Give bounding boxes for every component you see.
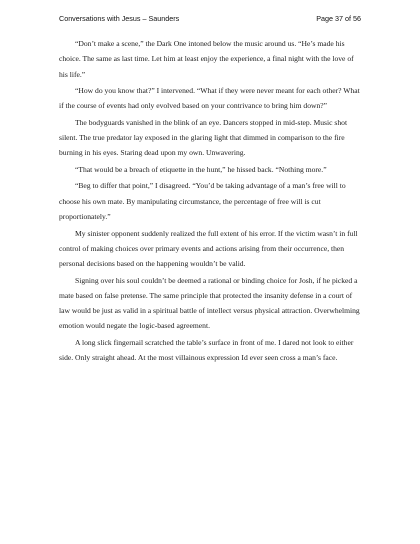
body-text	[59, 36, 361, 367]
paragraph: “Beg to differ that point,” I disagreed. “You’d be taking advantage of a man’s free will to choose his own mate. By manipulating circumstance, the percentage of free will is cut proportionately.”	[59, 181, 346, 222]
paragraph: My sinister opponent suddenly realized the full extent of his error. If the victim wasn’t in full control of making choices over primary events and actions arising from their occurrence, then personal decisions based on the happening wouldn’t be valid.	[59, 228, 358, 269]
paragraph: “Don’t make a scene,” the Dark One intoned below the music around us. “He’s made his choice. The same as last time. Let him at least enjoy the experience, a final night with the love of his life.”	[59, 39, 354, 79]
paragraph: “How do you know that?” I intervened. “What if they were never meant for each other? What if the course of events had only evolved based on your contrivance to bring him down?”	[59, 86, 360, 111]
paragraph: “That would be a breach of etiquette in the hunt,” he hissed back. “Nothing more.”	[75, 164, 327, 174]
paragraph: The bodyguards vanished in the blink of an eye. Dancers stopped in mid-step. Music shot silent. The true predator lay exposed in the glaring light that dimmed in comparison to the fire burning in his eyes. Staring dead upon my own. Unwavering.	[59, 117, 348, 158]
paragraph: A long slick fingernail scratched the table’s surface in front of me. I dared not look to either side. Only straight ahead. At the most villainous expression Id ever seen cross a man’s face.	[59, 337, 354, 363]
header-title: Conversations with Jesus – Saunders	[59, 14, 180, 23]
header-page-number: Page 37 of 56	[316, 14, 361, 23]
page-header	[59, 14, 361, 26]
paragraph: Signing over his soul couldn’t be deemed a rational or binding choice for Josh, if he picked a mate based on false pretense. The same principle that protected the insanity defense in a court of law would be just as valid in a spiritual battle of intellect versus physical attraction. Overwhelming emotion would negate the logic-based agreement.	[59, 275, 360, 331]
